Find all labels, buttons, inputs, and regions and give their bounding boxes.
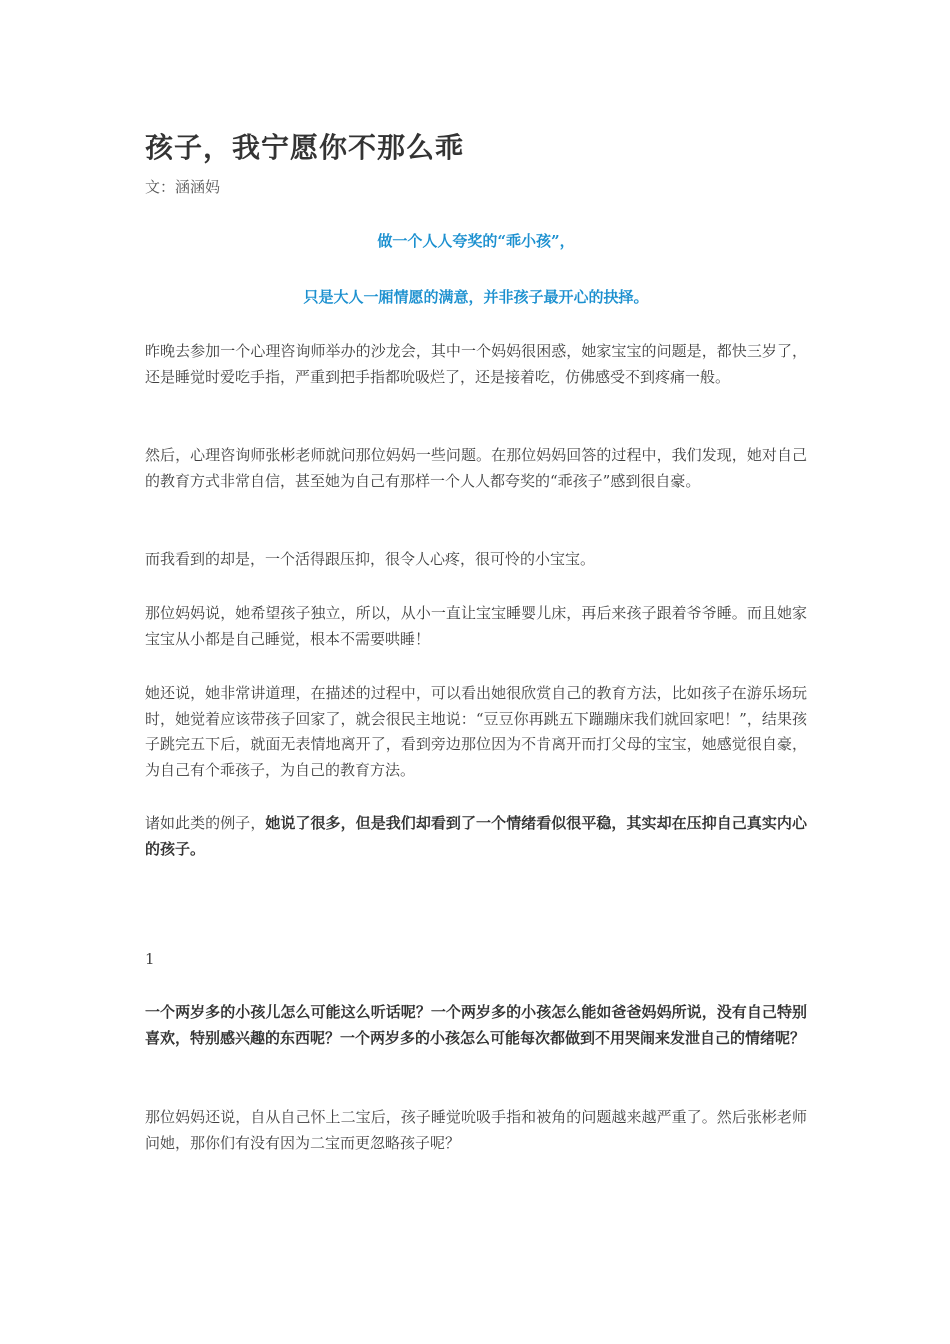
paragraph-2: 然后，心理咨询师张彬老师就问那位妈妈一些问题。在那位妈妈回答的过程中，我们发现，她对自己的教育方式非常自信，甚至她为自己有那样一个人人都夸奖的“乖孩子”感到很自豪。 [145,446,807,490]
paragraph-3: 而我看到的却是，一个活得跟压抑，很令人心疼，很可怜的小宝宝。 [145,550,596,568]
highlight-quote-line-1: 做一个人人夸奖的“乖小孩”， [377,232,575,250]
paragraph-5: 她还说，她非常讲道理，在描述的过程中，可以看出她很欣赏自己的教育方法，比如孩子在游乐场玩时，她觉着应该带孩子回家了，就会很民主地说：“豆豆你再跳五下蹦蹦床我们就回家吧！”，结果孩子跳完五下后，就面无表情地离开了，看到旁边那位因为不肯离开而打父母的宝宝，她感觉很自豪，为自己有个乖孩子，为自己的教育方法。 [145,684,807,779]
highlight-quote-line-2: 只是大人一厢情愿的满意，并非孩子最开心的抉择。 [303,288,649,306]
paragraph-4: 那位妈妈说，她希望孩子独立，所以，从小一直让宝宝睡婴儿床，再后来孩子跟着爷爷睡。而且她家宝宝从小都是自己睡觉，根本不需要哄睡！ [145,604,807,648]
paragraph-1: 昨晚去参加一个心理咨询师举办的沙龙会，其中一个妈妈很困惑，她家宝宝的问题是，都快三岁了，还是睡觉时爱吃手指，严重到把手指都吮吸烂了，还是接着吃，仿佛感受不到疼痛一般。 [145,342,807,386]
paragraph-6-bold: 她说了很多，但是我们却看到了一个情绪看似很平稳，其实却在压抑自己真实内心的孩子。 [145,814,807,858]
article-author: 文：涵涵妈 [145,178,221,196]
section-number: 1 [145,950,155,968]
paragraph-7-bold: 一个两岁多的小孩儿怎么可能这么听话呢？一个两岁多的小孩怎么能如爸爸妈妈所说，没有自己特别喜欢，特别感兴趣的东西呢？一个两岁多的小孩怎么可能每次都做到不用哭闹来发泄自己的情绪呢？ [145,1003,807,1047]
paragraph-6-normal: 诸如此类的例子， [145,814,266,832]
paragraph-6 [145,811,807,862]
paragraph-8: 那位妈妈还说，自从自己怀上二宝后，孩子睡觉吮吸手指和被角的问题越来越严重了。然后张彬老师问她，那你们有没有因为二宝而更忽略孩子呢？ [145,1108,807,1152]
article-title: 孩子，我宁愿你不那么乖 [145,131,465,164]
